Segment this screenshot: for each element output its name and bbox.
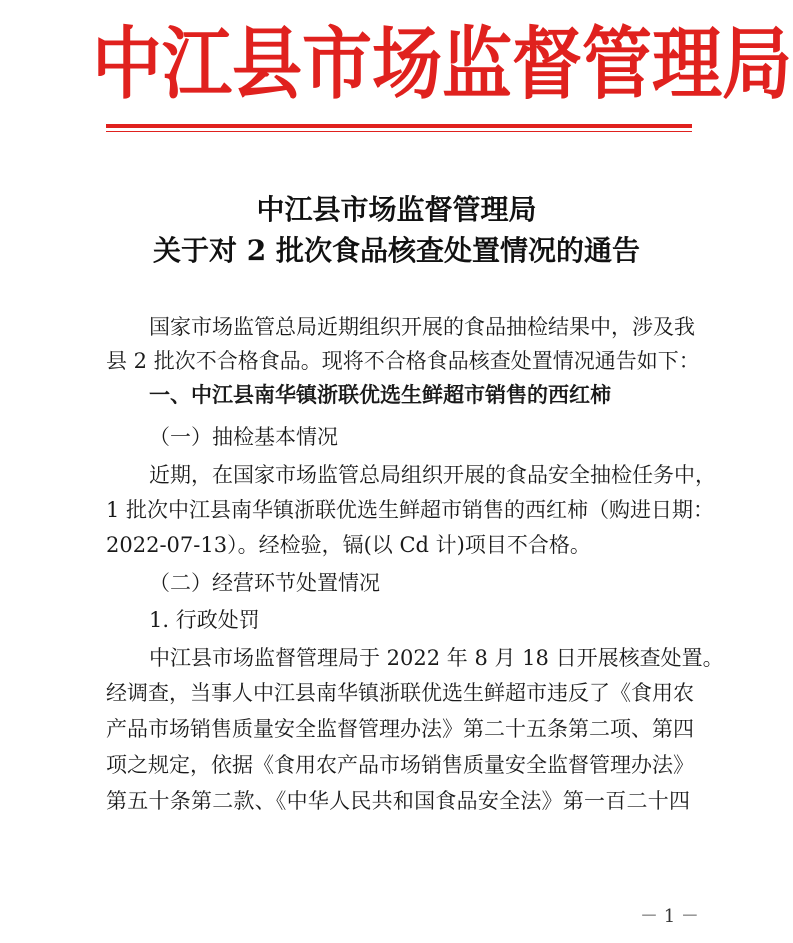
notice-title-line-2: 关于对 2 批次食品核查处置情况的通告: [153, 234, 640, 267]
item-heading-1: 1. 行政处罚: [149, 608, 260, 632]
body-line-5: 近期，在国家市场监管总局组织开展的食品安全抽检任务中，: [149, 463, 716, 487]
body-line-6: 1 批次中江县南华镇浙联优选生鲜超市销售的西红柿（购进日期：: [106, 498, 715, 522]
body-line-10: 中江县市场监督管理局于 2022 年 8 月 18 日开展核查处置。: [149, 646, 724, 670]
page-number: － 1 －: [640, 906, 699, 927]
section-heading-1: 一、中江县南华镇浙联优选生鲜超市销售的西红柿: [149, 383, 611, 407]
body-line-11: 经调查，当事人中江县南华镇浙联优选生鲜超市违反了《食用农: [106, 681, 694, 705]
subsection-heading-2: （二）经营环节处置情况: [149, 571, 380, 595]
body-line-2: 县 2 批次不合格食品。现将不合格食品核查处置情况通告如下：: [106, 349, 700, 373]
masthead-rule-thin: [106, 131, 692, 132]
masthead-rule-thick: [106, 124, 692, 128]
masthead-title: 中江县市场监督管理局: [92, 18, 792, 110]
body-line-14: 第五十条第二款、《中华人民共和国食品安全法》第一百二十四: [106, 789, 690, 813]
body-line-12: 产品市场销售质量安全监督管理办法》第二十五条第二项、第四: [106, 717, 694, 741]
body-line-1: 国家市场监管总局近期组织开展的食品抽检结果中，涉及我: [149, 315, 695, 339]
body-line-13: 项之规定，依据《食用农产品市场销售质量安全监督管理办法》: [106, 753, 694, 777]
notice-title-line-1: 中江县市场监督管理局: [256, 193, 537, 226]
body-line-7: 2022-07-13）。经检验，镉(以 Cd 计)项目不合格。: [106, 533, 591, 557]
subsection-heading-1: （一）抽检基本情况: [149, 425, 338, 449]
